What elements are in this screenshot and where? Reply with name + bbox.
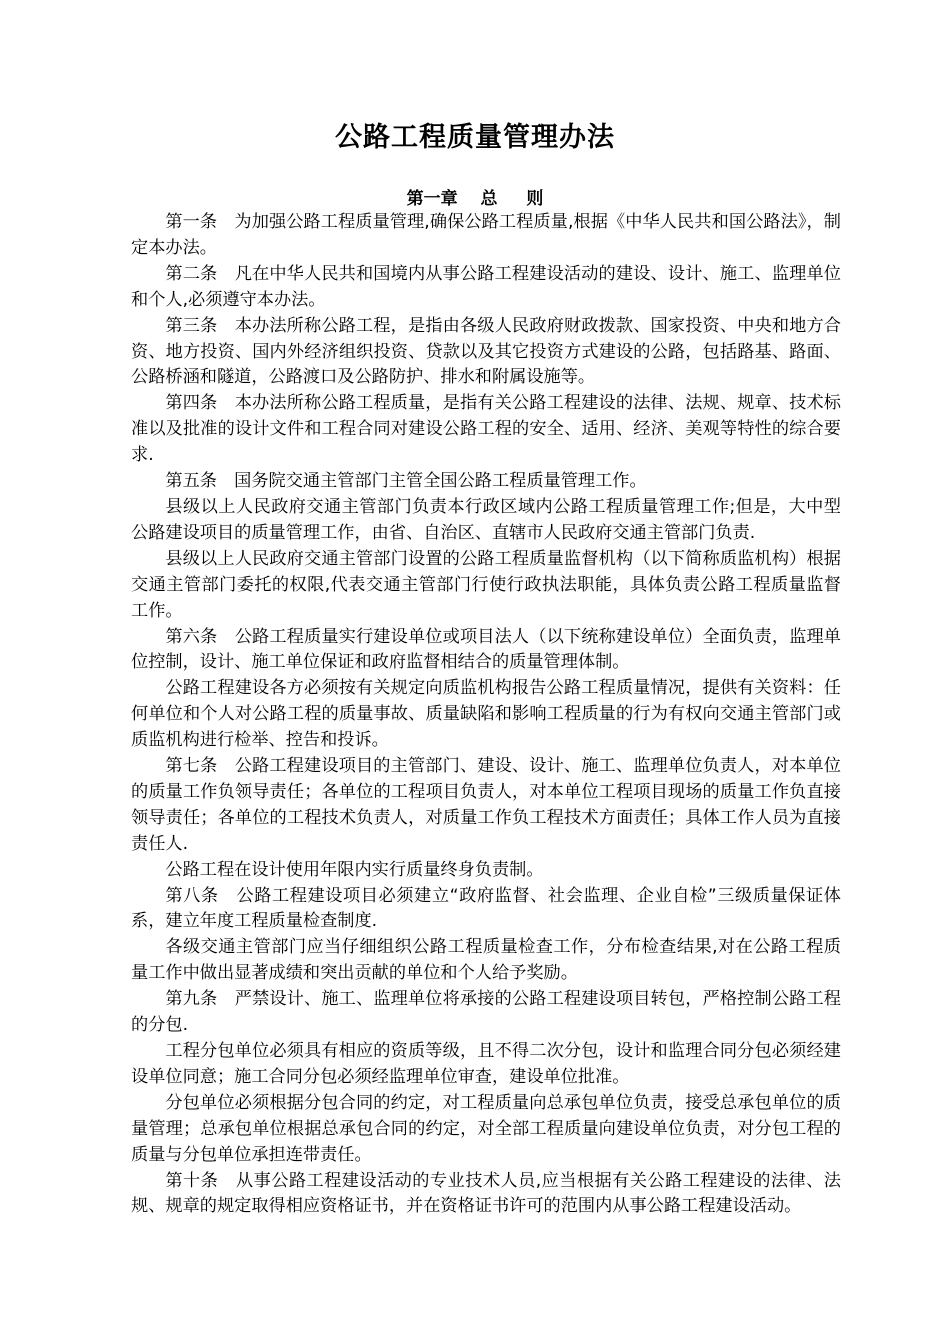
article-9-paragraph: 第九条 严禁设计、施工、监理单位将承接的公路工程建设项目转包，严格控制公路工程的分包. bbox=[131, 989, 841, 1036]
article-3-paragraph: 第三条 本办法所称公路工程，是指由各级人民政府财政拨款、国家投资、中央和地方合资、地方投资、国内外经济组织投资、贷款以及其它投资方式建设的公路，包括路基、路面、公路桥涵和隧道，公路渡口及公路防护、排水和附属设施等。 bbox=[131, 315, 841, 388]
article-6-clause-2: 公路工程建设各方必须按有关规定向质监机构报告公路工程质量情况，提供有关资料：任何单位和个人对公路工程的质量事故、质量缺陷和影响工程质量的行为有权向交通主管部门或质监机构进行检举、控告和投诉。 bbox=[131, 678, 841, 751]
article-10-paragraph: 第十条 从事公路工程建设活动的专业技术人员,应当根据有关公路工程建设的法律、法规、规章的规定取得相应资格证书，并在资格证书许可的范围内从事公路工程建设活动。 bbox=[131, 1170, 841, 1217]
document-title: 公路工程质量管理办法 bbox=[335, 122, 615, 153]
article-5-clause-2: 县级以上人民政府交通主管部门负责本行政区域内公路工程质量管理工作;但是，大中型公路建设项目的质量管理工作，由省、自治区、直辖市人民政府交通主管部门负责. bbox=[131, 496, 841, 543]
chapter-heading: 第一章 总 则 bbox=[406, 189, 544, 209]
article-9-clause-3: 分包单位必须根据分包合同的约定，对工程质量向总承包单位负责，接受总承包单位的质量管理；总承包单位根据总承包合同的约定，对全部工程质量向建设单位负责，对分包工程的质量与分包单位承担连带责任。 bbox=[131, 1092, 841, 1165]
article-8-clause-2: 各级交通主管部门应当仔细组织公路工程质量检查工作，分布检查结果,对在公路工程质量工作中做出显著成绩和突出贡献的单位和个人给予奖励。 bbox=[131, 937, 841, 984]
article-5-clause-3: 县级以上人民政府交通主管部门设置的公路工程质量监督机构（以下简称质监机构）根据交通主管部门委托的权限,代表交通主管部门行使行政执法职能，具体负责公路工程质量监督工作。 bbox=[131, 548, 841, 621]
article-1-paragraph: 第一条 为加强公路工程质量管理,确保公路工程质量,根据《中华人民共和国公路法》，制定本办法。 bbox=[131, 212, 841, 258]
article-4-paragraph: 第四条 本办法所称公路工程质量，是指有关公路工程建设的法律、法规、规章、技术标准以及批准的设计文件和工程合同对建设公路工程的安全、适用、经济、美观等特性的综合要求. bbox=[131, 393, 841, 466]
article-8-paragraph: 第八条 公路工程建设项目必须建立“政府监督、社会监理、企业自检”三级质量保证体系，建立年度工程质量检查制度. bbox=[131, 885, 841, 932]
article-9-clause-2: 工程分包单位必须具有相应的资质等级，且不得二次分包，设计和监理合同分包必须经建设单位同意；施工合同分包必须经监理单位审查，建设单位批准。 bbox=[131, 1041, 841, 1087]
document-body bbox=[131, 210, 841, 1220]
article-5-paragraph: 第五条 国务院交通主管部门主管全国公路工程质量管理工作。 bbox=[165, 471, 647, 492]
article-6-paragraph: 第六条 公路工程质量实行建设单位或项目法人（以下统称建设单位）全面负责，监理单位控制，设计、施工单位保证和政府监督相结合的质量管理体制。 bbox=[131, 626, 841, 673]
article-7-paragraph: 第七条 公路工程建设项目的主管部门、建设、设计、施工、监理单位负责人，对本单位的质量工作负领导责任；各单位的工程项目负责人，对本单位工程项目现场的质量工作负直接领导责任；各单位的工程技术负责人，对质量工作负工程技术方面责任；具体工作人员为直接责任人. bbox=[131, 756, 841, 854]
article-7-clause-2: 公路工程在设计使用年限内实行质量终身负责制。 bbox=[165, 859, 544, 880]
article-2-paragraph: 第二条 凡在中华人民共和国境内从事公路工程建设活动的建设、设计、施工、监理单位和个人,必须遵守本办法。 bbox=[131, 263, 841, 310]
